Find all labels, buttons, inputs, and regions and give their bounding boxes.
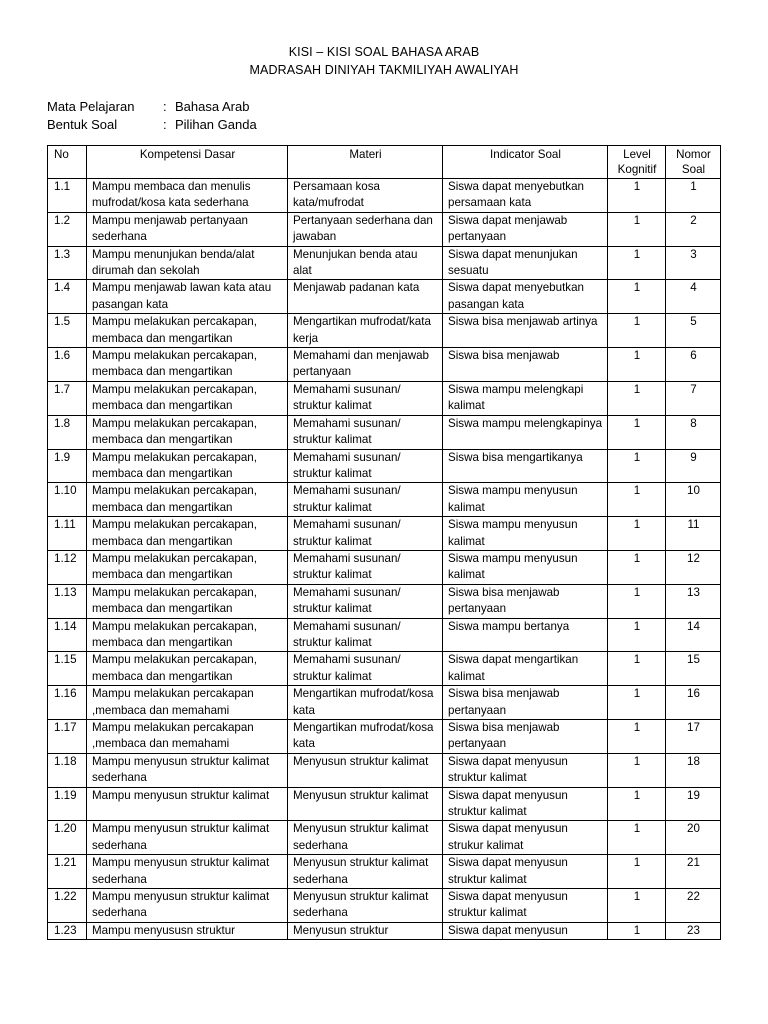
cell-kompetensi-dasar: Mampu melakukan percakapan ,membaca dan memahami: [87, 686, 288, 720]
cell-nomor-soal: 18: [666, 753, 721, 787]
cell-indicator-soal: Siswa dapat menyusun struktur kalimat: [443, 889, 608, 923]
cell-kompetensi-dasar: Mampu melakukan percakapan, membaca dan mengartikan: [87, 483, 288, 517]
cell-level-kognitif: 1: [608, 381, 666, 415]
table-row: [48, 517, 721, 551]
cell-indicator-soal: Siswa dapat menyusun struktur kalimat: [443, 855, 608, 889]
cell-materi: Memahami susunan/ struktur kalimat: [288, 483, 443, 517]
cell-kompetensi-dasar: Mampu melakukan percakapan, membaca dan mengartikan: [87, 550, 288, 584]
meta-form-value: Pilihan Ganda: [175, 117, 257, 132]
cell-nomor-soal: 22: [666, 889, 721, 923]
cell-materi: Menyusun struktur kalimat: [288, 753, 443, 787]
cell-kompetensi-dasar: Mampu menyusun struktur kalimat: [87, 787, 288, 821]
cell-indicator-soal: Siswa mampu melengkapinya: [443, 415, 608, 449]
cell-level-kognitif: 1: [608, 179, 666, 213]
cell-indicator-soal: Siswa mampu menyusun kalimat: [443, 550, 608, 584]
cell-no: 1.10: [48, 483, 87, 517]
table-row: [48, 787, 721, 821]
cell-no: 1.12: [48, 550, 87, 584]
cell-nomor-soal: 15: [666, 652, 721, 686]
cell-nomor-soal: 3: [666, 246, 721, 280]
document-title: KISI – KISI SOAL BAHASA ARAB: [288, 45, 480, 59]
cell-kompetensi-dasar: Mampu melakukan percakapan ,membaca dan memahami: [87, 720, 288, 754]
cell-nomor-soal: 17: [666, 720, 721, 754]
cell-no: 1.22: [48, 889, 87, 923]
cell-kompetensi-dasar: Mampu menyusun struktur kalimat sederhana: [87, 821, 288, 855]
cell-materi: Memahami susunan/ struktur kalimat: [288, 381, 443, 415]
cell-indicator-soal: Siswa bisa menjawab pertanyaan: [443, 584, 608, 618]
cell-no: 1.18: [48, 753, 87, 787]
cell-indicator-soal: Siswa bisa menjawab artinya: [443, 314, 608, 348]
cell-kompetensi-dasar: Mampu menjawab lawan kata atau pasangan kata: [87, 280, 288, 314]
cell-indicator-soal: Siswa bisa mengartikanya: [443, 449, 608, 483]
cell-no: 1.9: [48, 449, 87, 483]
header-level-kognitif: Level Kognitif: [608, 146, 666, 179]
cell-no: 1.23: [48, 922, 87, 939]
cell-materi: Memahami susunan/ struktur kalimat: [288, 415, 443, 449]
table-row: [48, 348, 721, 382]
table-header-row: [48, 146, 721, 179]
table-row: [48, 381, 721, 415]
table-body: [48, 179, 721, 940]
cell-materi: Menyusun struktur: [288, 922, 443, 939]
kisi-table: [47, 145, 721, 940]
cell-level-kognitif: 1: [608, 821, 666, 855]
cell-kompetensi-dasar: Mampu menunjukan benda/alat dirumah dan sekolah: [87, 246, 288, 280]
cell-indicator-soal: Siswa dapat mengartikan kalimat: [443, 652, 608, 686]
cell-indicator-soal: Siswa dapat menyebutkan persamaan kata: [443, 179, 608, 213]
cell-nomor-soal: 13: [666, 584, 721, 618]
cell-indicator-soal: Siswa bisa menjawab pertanyaan: [443, 686, 608, 720]
cell-nomor-soal: 20: [666, 821, 721, 855]
cell-no: 1.15: [48, 652, 87, 686]
table-row: [48, 415, 721, 449]
cell-level-kognitif: 1: [608, 584, 666, 618]
cell-no: 1.1: [48, 179, 87, 213]
cell-no: 1.17: [48, 720, 87, 754]
table-row: [48, 686, 721, 720]
cell-no: 1.21: [48, 855, 87, 889]
document-subtitle: MADRASAH DINIYAH TAKMILIYAH AWALIYAH: [249, 63, 519, 77]
cell-nomor-soal: 2: [666, 212, 721, 246]
cell-no: 1.20: [48, 821, 87, 855]
table-row: [48, 753, 721, 787]
cell-level-kognitif: 1: [608, 787, 666, 821]
cell-nomor-soal: 4: [666, 280, 721, 314]
cell-nomor-soal: 16: [666, 686, 721, 720]
table-row: [48, 483, 721, 517]
cell-nomor-soal: 10: [666, 483, 721, 517]
cell-kompetensi-dasar: Mampu menyusun struktur kalimat sederhana: [87, 753, 288, 787]
cell-materi: Menjawab padanan kata: [288, 280, 443, 314]
cell-materi: Menyusun struktur kalimat sederhana: [288, 889, 443, 923]
cell-no: 1.2: [48, 212, 87, 246]
cell-kompetensi-dasar: Mampu menyususn struktur: [87, 922, 288, 939]
cell-materi: Memahami dan menjawab pertanyaan: [288, 348, 443, 382]
table-row: [48, 618, 721, 652]
cell-level-kognitif: 1: [608, 314, 666, 348]
table-row: [48, 280, 721, 314]
cell-kompetensi-dasar: Mampu melakukan percakapan, membaca dan mengartikan: [87, 652, 288, 686]
cell-materi: Menyusun struktur kalimat sederhana: [288, 821, 443, 855]
meta-separator: :: [163, 117, 167, 132]
cell-nomor-soal: 14: [666, 618, 721, 652]
cell-indicator-soal: Siswa mampu melengkapi kalimat: [443, 381, 608, 415]
cell-materi: Mengartikan mufrodat/kata kerja: [288, 314, 443, 348]
cell-kompetensi-dasar: Mampu melakukan percakapan, membaca dan mengartikan: [87, 314, 288, 348]
cell-level-kognitif: 1: [608, 517, 666, 551]
table-row: [48, 584, 721, 618]
cell-no: 1.11: [48, 517, 87, 551]
cell-level-kognitif: 1: [608, 212, 666, 246]
cell-nomor-soal: 9: [666, 449, 721, 483]
cell-indicator-soal: Siswa dapat menyebutkan pasangan kata: [443, 280, 608, 314]
cell-materi: Menunjukan benda atau alat: [288, 246, 443, 280]
cell-no: 1.5: [48, 314, 87, 348]
cell-level-kognitif: 1: [608, 889, 666, 923]
cell-kompetensi-dasar: Mampu melakukan percakapan, membaca dan mengartikan: [87, 415, 288, 449]
cell-kompetensi-dasar: Mampu melakukan percakapan, membaca dan mengartikan: [87, 449, 288, 483]
cell-materi: Menyusun struktur kalimat sederhana: [288, 855, 443, 889]
cell-kompetensi-dasar: Mampu melakukan percakapan, membaca dan mengartikan: [87, 381, 288, 415]
cell-indicator-soal: Siswa mampu menyusun kalimat: [443, 483, 608, 517]
cell-materi: Memahami susunan/ struktur kalimat: [288, 652, 443, 686]
cell-level-kognitif: 1: [608, 550, 666, 584]
table-row: [48, 889, 721, 923]
cell-nomor-soal: 6: [666, 348, 721, 382]
cell-nomor-soal: 12: [666, 550, 721, 584]
cell-level-kognitif: 1: [608, 280, 666, 314]
table-row: [48, 212, 721, 246]
cell-kompetensi-dasar: Mampu melakukan percakapan, membaca dan mengartikan: [87, 348, 288, 382]
header-materi: Materi: [288, 146, 443, 179]
meta-form: [47, 117, 257, 132]
cell-indicator-soal: Siswa dapat menunjukan sesuatu: [443, 246, 608, 280]
cell-kompetensi-dasar: Mampu melakukan percakapan, membaca dan mengartikan: [87, 584, 288, 618]
cell-level-kognitif: 1: [608, 855, 666, 889]
cell-materi: Mengartikan mufrodat/kosa kata: [288, 720, 443, 754]
cell-indicator-soal: Siswa dapat menyusun: [443, 922, 608, 939]
cell-no: 1.16: [48, 686, 87, 720]
cell-nomor-soal: 21: [666, 855, 721, 889]
table-row: [48, 550, 721, 584]
cell-nomor-soal: 7: [666, 381, 721, 415]
table-row: [48, 821, 721, 855]
meta-form-label: Bentuk Soal: [47, 117, 118, 132]
table-row: [48, 855, 721, 889]
meta-separator: :: [163, 99, 167, 114]
cell-nomor-soal: 1: [666, 179, 721, 213]
cell-no: 1.7: [48, 381, 87, 415]
cell-materi: Pertanyaan sederhana dan jawaban: [288, 212, 443, 246]
cell-nomor-soal: 23: [666, 922, 721, 939]
cell-materi: Memahami susunan/ struktur kalimat: [288, 517, 443, 551]
cell-materi: Memahami susunan/ struktur kalimat: [288, 449, 443, 483]
cell-level-kognitif: 1: [608, 415, 666, 449]
cell-kompetensi-dasar: Mampu menyusun struktur kalimat sederhana: [87, 889, 288, 923]
cell-no: 1.19: [48, 787, 87, 821]
table-row: [48, 922, 721, 939]
cell-level-kognitif: 1: [608, 720, 666, 754]
cell-no: 1.6: [48, 348, 87, 382]
cell-nomor-soal: 11: [666, 517, 721, 551]
meta-subject-label: Mata Pelajaran: [47, 99, 135, 114]
table-row: [48, 314, 721, 348]
cell-nomor-soal: 5: [666, 314, 721, 348]
cell-indicator-soal: Siswa mampu bertanya: [443, 618, 608, 652]
cell-no: 1.14: [48, 618, 87, 652]
cell-materi: Memahami susunan/ struktur kalimat: [288, 618, 443, 652]
table-row: [48, 449, 721, 483]
cell-level-kognitif: 1: [608, 348, 666, 382]
cell-materi: Mengartikan mufrodat/kosa kata: [288, 686, 443, 720]
cell-indicator-soal: Siswa bisa menjawab: [443, 348, 608, 382]
cell-no: 1.8: [48, 415, 87, 449]
cell-indicator-soal: Siswa bisa menjawab pertanyaan: [443, 720, 608, 754]
table-row: [48, 652, 721, 686]
cell-indicator-soal: Siswa dapat menjawab pertanyaan: [443, 212, 608, 246]
cell-no: 1.3: [48, 246, 87, 280]
cell-indicator-soal: Siswa dapat menyusun struktur kalimat: [443, 787, 608, 821]
cell-indicator-soal: Siswa dapat menyusun struktur kalimat: [443, 753, 608, 787]
cell-kompetensi-dasar: Mampu menjawab pertanyaan sederhana: [87, 212, 288, 246]
cell-no: 1.13: [48, 584, 87, 618]
cell-materi: Memahami susunan/ struktur kalimat: [288, 584, 443, 618]
cell-kompetensi-dasar: Mampu membaca dan menulis mufrodat/kosa kata sederhana: [87, 179, 288, 213]
header-kompetensi-dasar: Kompetensi Dasar: [87, 146, 288, 179]
meta-subject: [47, 99, 249, 114]
cell-nomor-soal: 8: [666, 415, 721, 449]
cell-indicator-soal: Siswa mampu menyusun kalimat: [443, 517, 608, 551]
table-row: [48, 246, 721, 280]
cell-nomor-soal: 19: [666, 787, 721, 821]
cell-kompetensi-dasar: Mampu menyusun struktur kalimat sederhana: [87, 855, 288, 889]
cell-level-kognitif: 1: [608, 922, 666, 939]
cell-materi: Menyusun struktur kalimat: [288, 787, 443, 821]
cell-level-kognitif: 1: [608, 246, 666, 280]
cell-no: 1.4: [48, 280, 87, 314]
header-nomor-soal: Nomor Soal: [666, 146, 721, 179]
cell-kompetensi-dasar: Mampu melakukan percakapan, membaca dan mengartikan: [87, 618, 288, 652]
table-row: [48, 720, 721, 754]
cell-materi: Memahami susunan/ struktur kalimat: [288, 550, 443, 584]
cell-level-kognitif: 1: [608, 686, 666, 720]
cell-indicator-soal: Siswa dapat menyusun strukur kalimat: [443, 821, 608, 855]
cell-level-kognitif: 1: [608, 753, 666, 787]
cell-level-kognitif: 1: [608, 618, 666, 652]
cell-level-kognitif: 1: [608, 483, 666, 517]
cell-level-kognitif: 1: [608, 449, 666, 483]
meta-subject-value: Bahasa Arab: [175, 99, 250, 114]
cell-level-kognitif: 1: [608, 652, 666, 686]
header-indicator-soal: Indicator Soal: [443, 146, 608, 179]
table-row: [48, 179, 721, 213]
cell-materi: Persamaan kosa kata/mufrodat: [288, 179, 443, 213]
header-no: No: [48, 146, 87, 179]
cell-kompetensi-dasar: Mampu melakukan percakapan, membaca dan mengartikan: [87, 517, 288, 551]
